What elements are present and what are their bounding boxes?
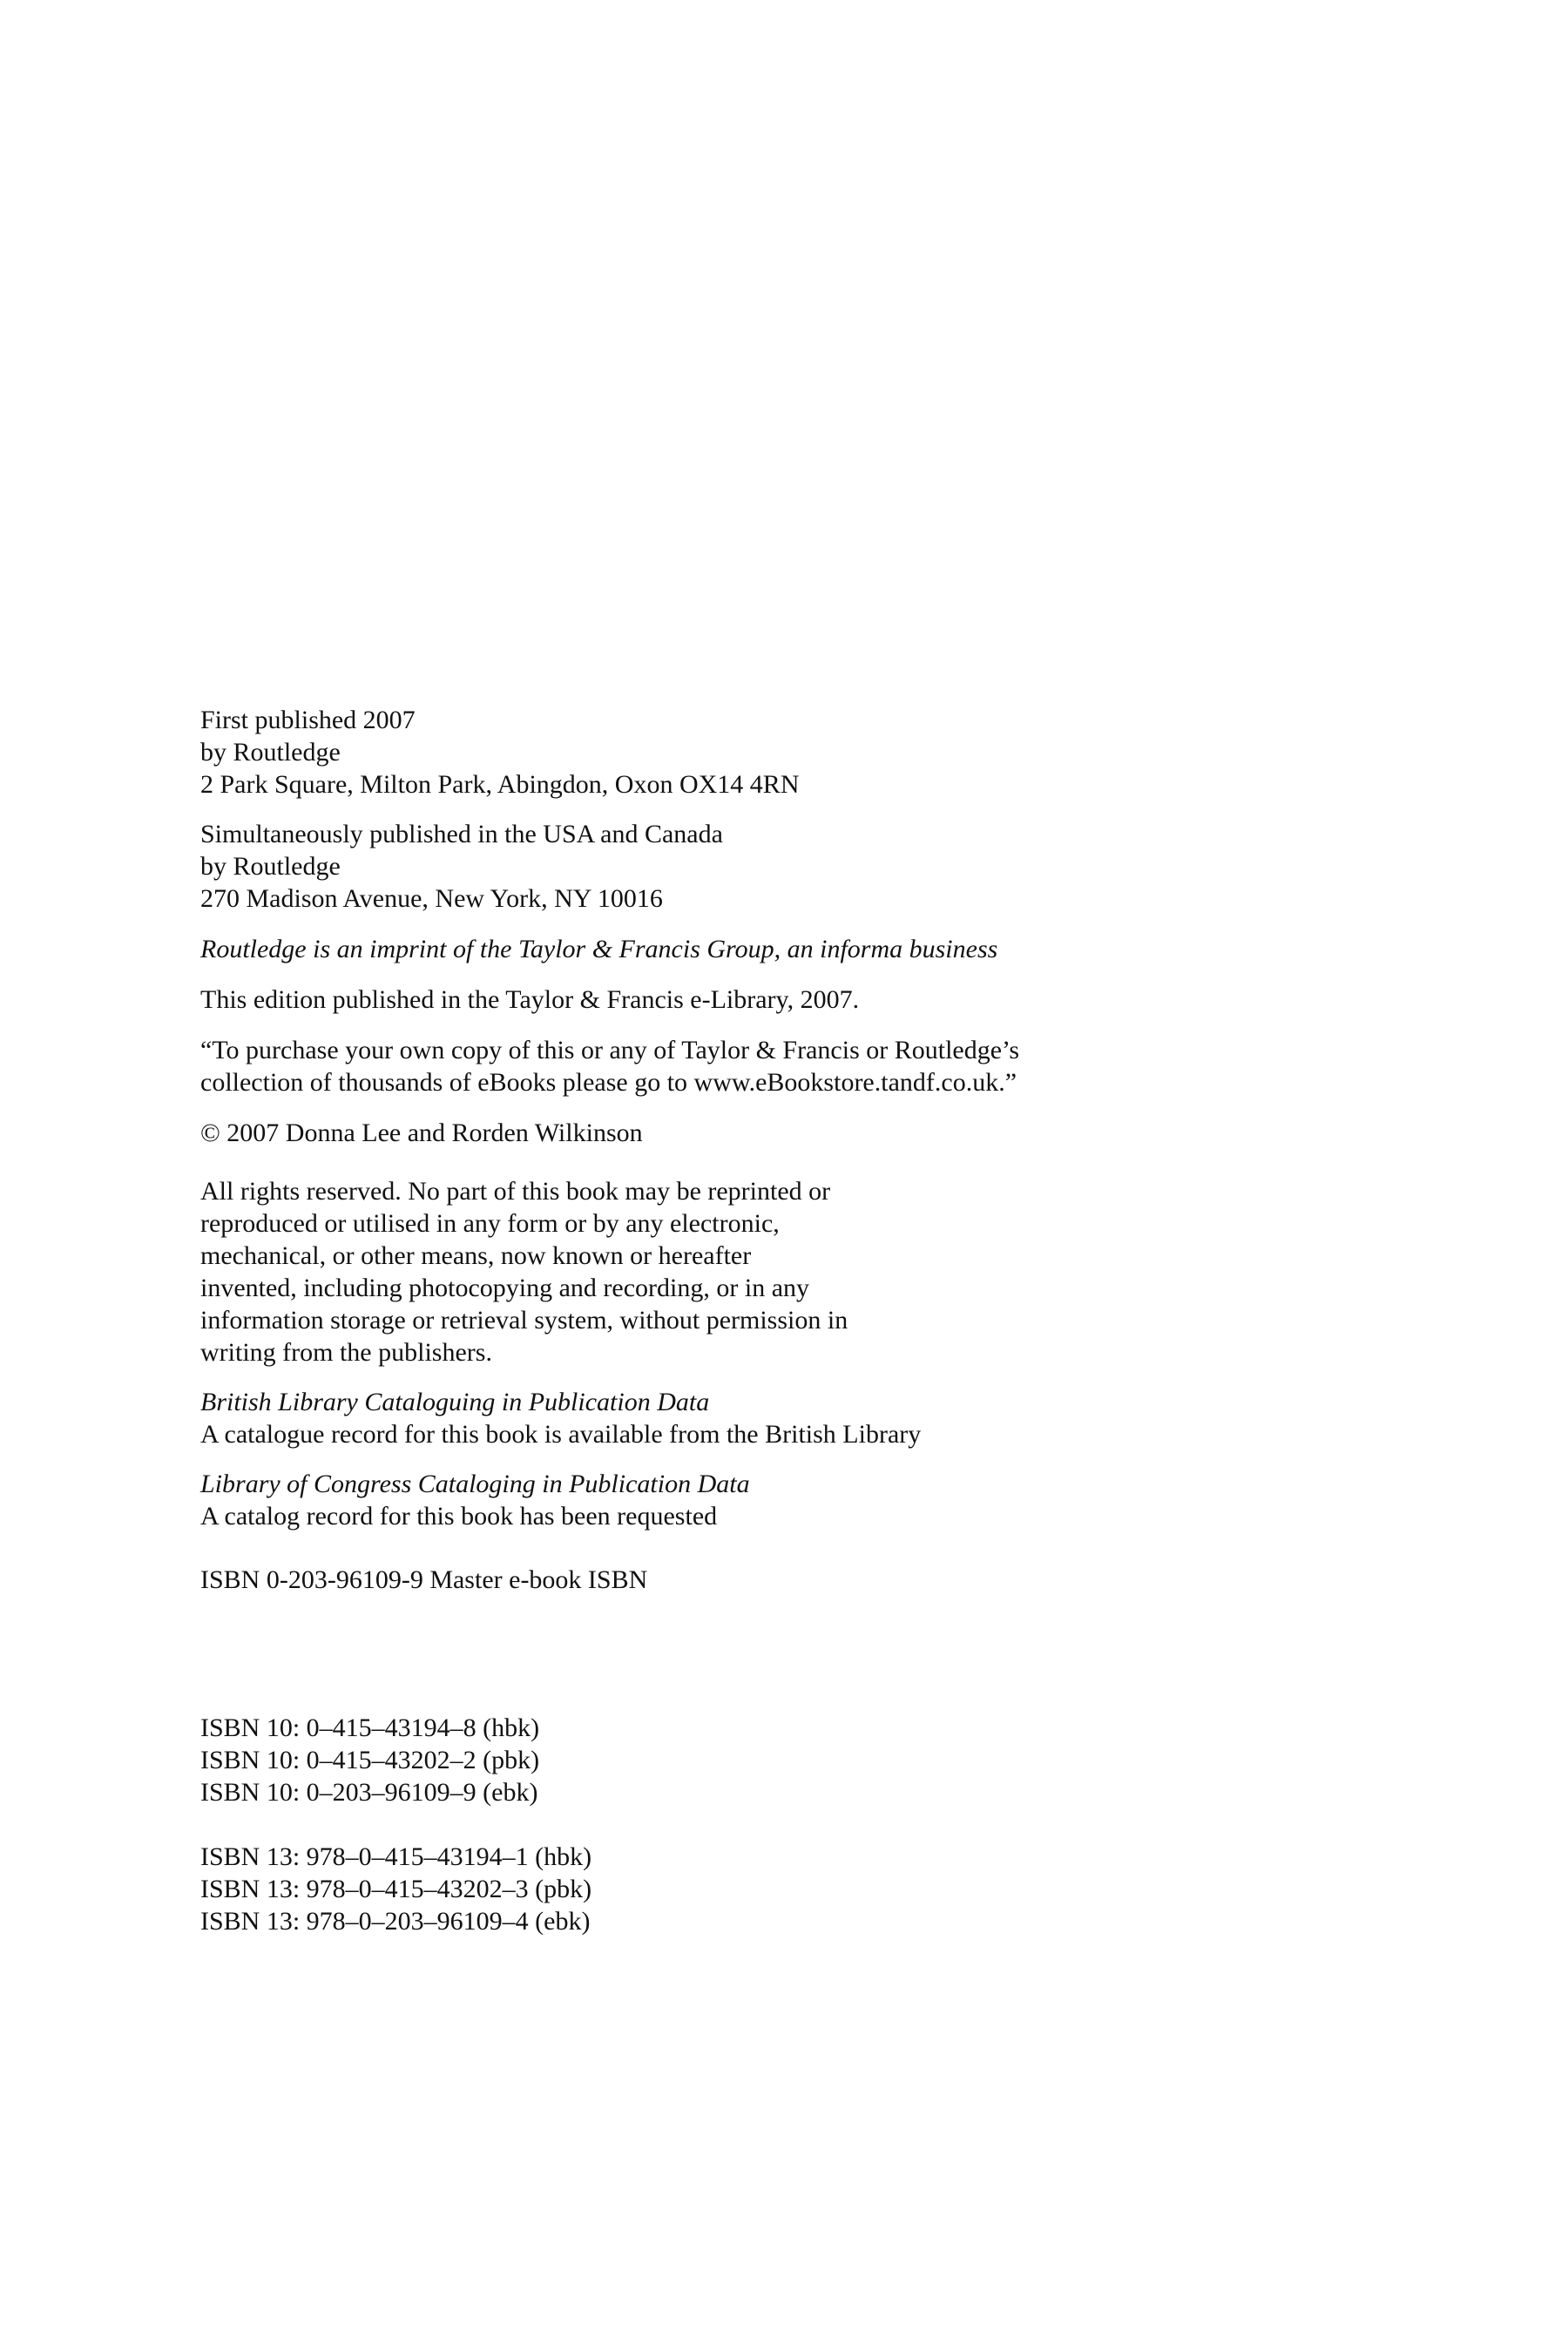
first-published-line: First published 2007 <box>200 706 416 734</box>
publisher-name-line: by Routledge <box>200 852 341 881</box>
publisher-uk <box>200 704 1463 801</box>
imprint-note-line: Routledge is an imprint of the Taylor & Francis Group, an informa business <box>200 935 998 963</box>
publisher-us <box>200 818 1463 915</box>
rights-line: information storage or retrieval system, without permission in <box>200 1306 848 1335</box>
isbn13-list <box>200 1841 1463 1937</box>
isbn10-pbk: ISBN 10: 0–415–43202–2 (pbk) <box>200 1746 540 1774</box>
copyright-block <box>200 704 1463 1937</box>
isbn13-hbk: ISBN 13: 978–0–415–43194–1 (hbk) <box>200 1842 592 1871</box>
library-of-congress-heading: Library of Congress Cataloging in Publication Data <box>200 1470 750 1498</box>
publisher-name-line: by Routledge <box>200 738 341 767</box>
british-library-cip <box>200 1386 1463 1450</box>
simultaneous-publication-line: Simultaneously published in the USA and Canada <box>200 820 723 848</box>
purchase-note-line: “To purchase your own copy of this or any of Taylor & Francis or Routledge’s <box>200 1036 1020 1064</box>
library-of-congress-text: A catalog record for this book has been requested <box>200 1502 718 1531</box>
purchase-note <box>200 1034 1463 1098</box>
rights-line: All rights reserved. No part of this book may be reprinted or <box>200 1177 831 1206</box>
master-isbn-line: ISBN 0-203-96109-9 Master e-book ISBN <box>200 1565 648 1594</box>
copyright-notice <box>200 1117 1463 1149</box>
purchase-note-line: collection of thousands of eBooks please go to www.eBookstore.tandf.co.uk.” <box>200 1068 1017 1097</box>
isbn13-ebk: ISBN 13: 978–0–203–96109–4 (ebk) <box>200 1907 591 1936</box>
isbn10-ebk: ISBN 10: 0–203–96109–9 (ebk) <box>200 1778 538 1807</box>
publisher-address-line: 2 Park Square, Milton Park, Abingdon, Oxon OX14 4RN <box>200 770 800 799</box>
isbn10-hbk: ISBN 10: 0–415–43194–8 (hbk) <box>200 1713 540 1742</box>
isbn13-pbk: ISBN 13: 978–0–415–43202–3 (pbk) <box>200 1875 592 1903</box>
british-library-text: A catalogue record for this book is available from the British Library <box>200 1420 922 1449</box>
copyright-line: © 2007 Donna Lee and Rorden Wilkinson <box>200 1119 643 1147</box>
rights-line: invented, including photocopying and recording, or in any <box>200 1274 810 1302</box>
isbn10-list <box>200 1712 1463 1808</box>
british-library-heading: British Library Cataloguing in Publication Data <box>200 1388 710 1416</box>
edition-note-line: This edition published in the Taylor & Francis e-Library, 2007. <box>200 985 860 1014</box>
edition-note <box>200 983 1463 1016</box>
library-of-congress-cip <box>200 1468 1463 1532</box>
master-isbn <box>200 1564 1463 1596</box>
rights-line: mechanical, or other means, now known or hereafter <box>200 1241 752 1270</box>
rights-line: writing from the publishers. <box>200 1338 492 1367</box>
rights-statement <box>200 1175 1463 1369</box>
rights-line: reproduced or utilised in any form or by any electronic, <box>200 1209 780 1238</box>
imprint-note <box>200 933 1463 965</box>
publisher-address-line: 270 Madison Avenue, New York, NY 10016 <box>200 884 663 913</box>
